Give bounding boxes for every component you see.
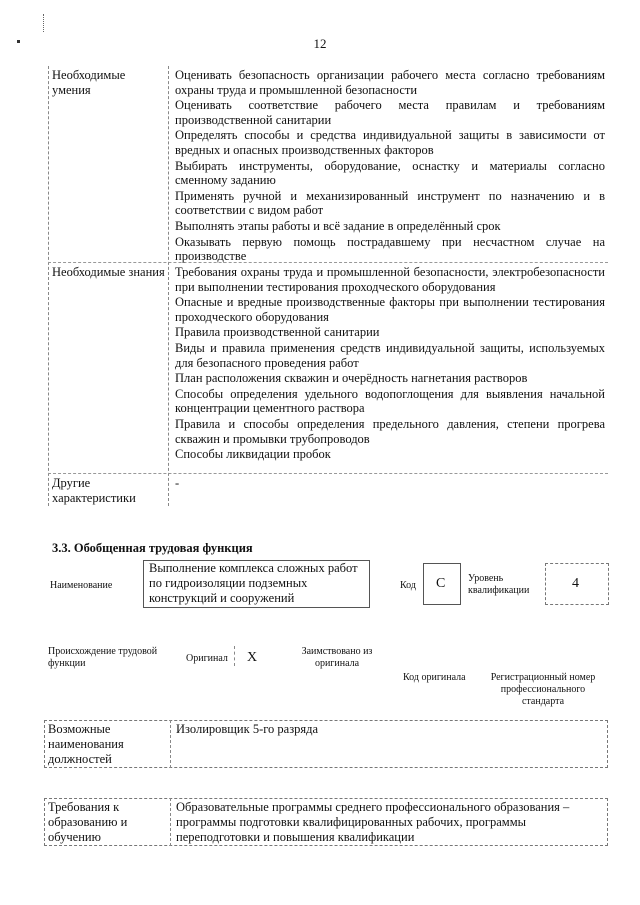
- level-value: 4: [572, 576, 579, 591]
- origin-divider: [234, 646, 235, 666]
- skills-label: Необходимые умения: [52, 68, 126, 97]
- list-item: Правила производственной санитарии: [175, 325, 380, 340]
- list-item: Опасные и вредные производственные факторы при выполнении тестирования проходческого оборудования: [175, 295, 605, 324]
- list-item: Правила и способы определения предельного давления, степени прогрева скважин и промывки трубопроводов: [175, 416, 605, 446]
- original-label: Оригинал: [186, 653, 228, 664]
- list-item: Оценивать соответствие рабочего места правилам и требованиям производственной санитарии: [175, 98, 605, 127]
- list-item: Требования охраны труда и промышленной безопасности, электробезопасности при выполнении тестирования проходческого оборудования: [175, 265, 605, 294]
- education-divider: [170, 798, 171, 846]
- positions-label: Возможные наименования должностей: [48, 722, 124, 766]
- function-name: Выполнение комплекса сложных работ по гидроизоляции подземных конструкций и сооружений: [149, 561, 358, 605]
- education-value: Образовательные программы среднего профессионального образования – программы подготовки квалифицированных рабочих, программы переподготовки и повышения квалификации: [176, 800, 570, 844]
- list-item: Выбирать инструменты, оборудование, оснастку и материалы согласно сменному заданию: [175, 158, 605, 188]
- name-label: Наименование: [50, 580, 113, 591]
- code-label: Код: [400, 580, 416, 591]
- section-title: 3.3. Обобщенная трудовая функция: [52, 541, 253, 555]
- other-label: Другие характеристики: [52, 476, 136, 505]
- list-item: Применять ручной и механизированный инструмент по назначению и в соответствии с видом работ: [175, 188, 605, 218]
- original-mark: X: [247, 650, 258, 665]
- borrowed-label: Заимствовано из оригинала: [301, 646, 373, 669]
- list-item: Виды и правила применения средств индивидуальной защиты, используемых для безопасного проведения работ: [175, 340, 605, 370]
- list-item: Оценивать безопасность организации рабочего места согласно требованиям охраны труда и промышленной безопасности: [175, 68, 605, 97]
- row-divider: [48, 473, 608, 474]
- list-item: Выполнять этапы работы и всё задание в определённый срок: [175, 218, 501, 233]
- list-item: Оказывать первую помощь пострадавшему при несчастном случае на производстве: [175, 234, 605, 264]
- knowledge-list: [175, 265, 605, 463]
- skills-list: [175, 68, 605, 265]
- code-original-label: Код оригинала: [403, 672, 466, 683]
- level-label: Уровень квалификации: [468, 573, 530, 596]
- page-number: 12: [313, 36, 327, 51]
- positions-divider: [170, 720, 171, 768]
- code-value: C: [436, 576, 446, 591]
- scan-mark: [43, 14, 45, 32]
- origin-label: Происхождение трудовой функции: [48, 646, 158, 669]
- reg-number-label: Регистрационный номер профессионального стандарта: [490, 672, 596, 707]
- knowledge-label: Необходимые знания: [52, 265, 165, 279]
- other-value: -: [175, 476, 180, 490]
- table-column-divider: [168, 66, 169, 506]
- positions-value: Изолировщик 5-го разряда: [176, 722, 319, 736]
- education-label: Требования к образованию и обучению: [48, 800, 128, 844]
- list-item: План расположения скважин и очерёдность нагнетания растворов: [175, 371, 528, 386]
- list-item: Определять способы и средства индивидуальной защиты в зависимости от вредных и опасных производственных факторов: [175, 128, 605, 157]
- list-item: Способы ликвидации пробок: [175, 447, 331, 462]
- list-item: Способы определения удельного водопоглощения для выявления начальной концентрации цементного раствора: [175, 386, 605, 416]
- table-left-border: [48, 66, 49, 506]
